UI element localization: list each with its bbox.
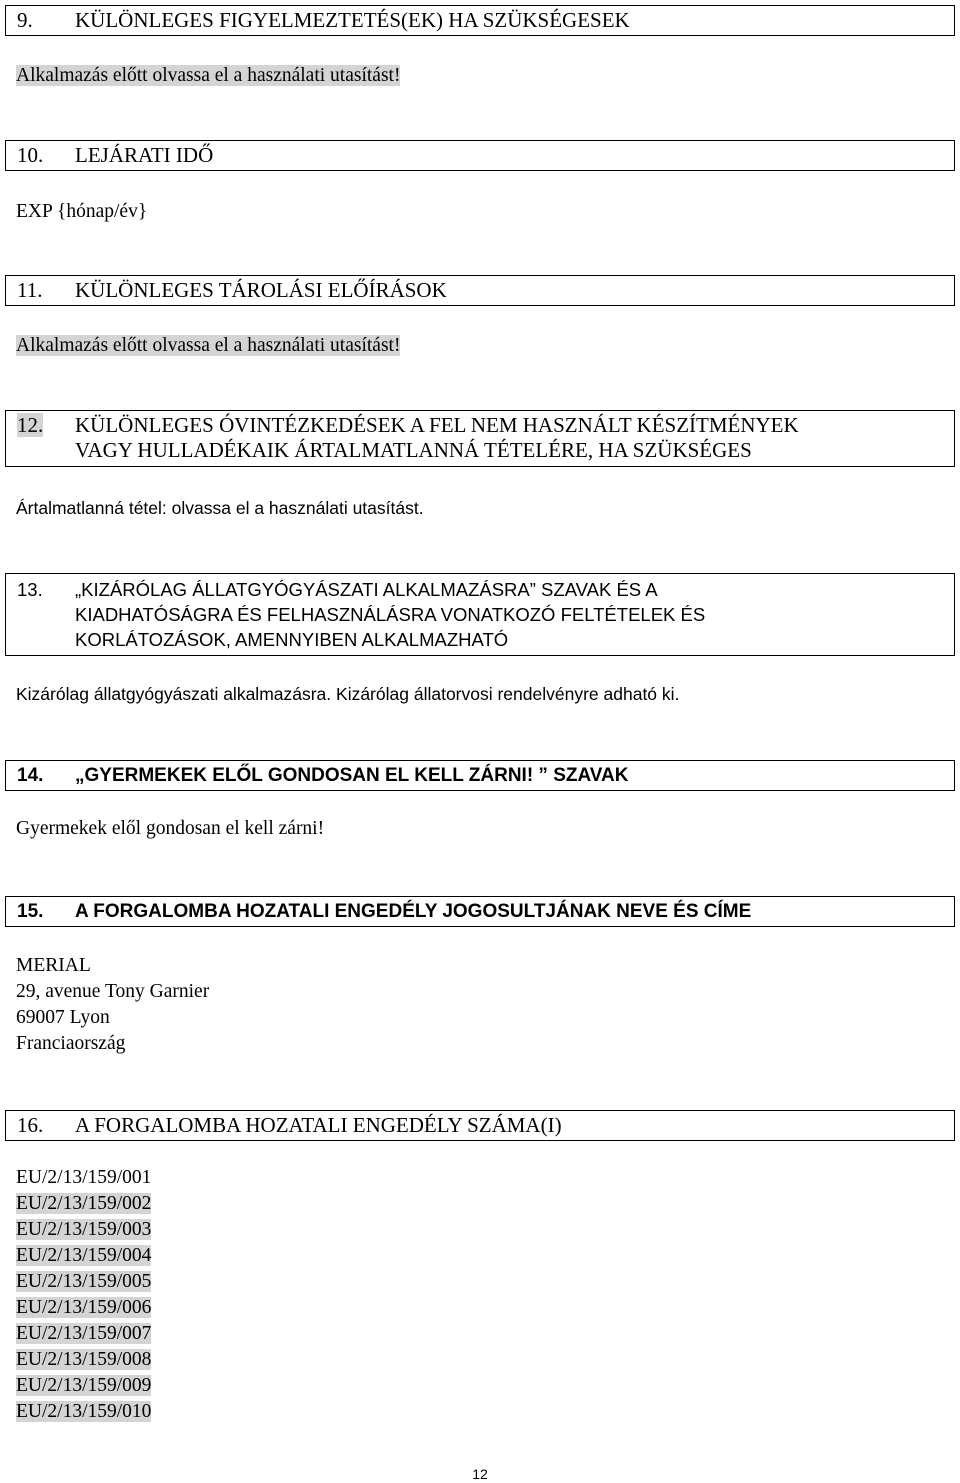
- section-9-heading: [5, 5, 955, 36]
- holder-address: [16, 953, 209, 1057]
- section-14-heading: [5, 760, 955, 791]
- section-9-body: Alkalmazás előtt olvassa el a használati utasítást!: [16, 65, 401, 86]
- section-15-heading: [5, 896, 955, 927]
- section-title: KÜLÖNLEGES FIGYELMEZTETÉS(EK) HA SZÜKSÉGESEK: [75, 8, 630, 32]
- section-title-line-3: KORLÁTOZÁSOK, AMENNYIBEN ALKALMAZHATÓ: [75, 629, 509, 650]
- section-title-line-1: KÜLÖNLEGES ÓVINTÉZKEDÉSEK A FEL NEM HASZNÁLT KÉSZÍTMÉNYEK: [75, 413, 799, 437]
- section-title: KÜLÖNLEGES TÁROLÁSI ELŐÍRÁSOK: [75, 278, 447, 302]
- section-number: 15.: [17, 901, 44, 922]
- holder-city: 69007 Lyon: [16, 1007, 110, 1028]
- section-11-body: Alkalmazás előtt olvassa el a használati utasítást!: [16, 335, 401, 356]
- section-number: 16.: [17, 1113, 44, 1137]
- section-13-body: Kizárólag állatgyógyászati alkalmazásra. Kizárólag állatorvosi rendelvényre adható ki.: [16, 684, 680, 704]
- section-number: 10.: [17, 143, 44, 167]
- holder-name: MERIAL: [16, 955, 91, 976]
- authorisation-numbers: [16, 1165, 151, 1425]
- section-title: A FORGALOMBA HOZATALI ENGEDÉLY JOGOSULTJÁNAK NEVE ÉS CÍME: [75, 901, 752, 922]
- section-number: 11.: [17, 278, 43, 302]
- authorisation-number: EU/2/13/159/006: [16, 1297, 152, 1318]
- holder-street: 29, avenue Tony Garnier: [16, 981, 210, 1002]
- section-title-line-2: KIADHATÓSÁGRA ÉS FELHASZNÁLÁSRA VONATKOZÓ FELTÉTELEK ÉS: [75, 604, 706, 625]
- section-title: A FORGALOMBA HOZATALI ENGEDÉLY SZÁMA(I): [75, 1113, 562, 1137]
- section-14-body: Gyermekek elől gondosan el kell zárni!: [16, 818, 325, 839]
- section-number: 13.: [17, 579, 43, 600]
- section-16-heading: [5, 1110, 955, 1141]
- section-10-body: EXP {hónap/év}: [16, 201, 148, 222]
- section-number: 14.: [17, 765, 44, 786]
- section-13-heading: [5, 573, 955, 656]
- authorisation-number: EU/2/13/159/010: [16, 1401, 152, 1422]
- section-10-heading: [5, 140, 955, 171]
- section-12-heading: [5, 410, 955, 467]
- section-title: „GYERMEKEK ELŐL GONDOSAN EL KELL ZÁRNI! ” SZAVAK: [75, 765, 629, 786]
- authorisation-number: EU/2/13/159/001: [16, 1167, 152, 1188]
- section-number: 12.: [17, 413, 44, 437]
- authorisation-number: EU/2/13/159/003: [16, 1219, 152, 1240]
- authorisation-number: EU/2/13/159/004: [16, 1245, 152, 1266]
- section-11-heading: [5, 275, 955, 306]
- section-title-line-1: „KIZÁRÓLAG ÁLLATGYÓGYÁSZATI ALKALMAZÁSRA” SZAVAK ÉS A: [75, 579, 658, 600]
- authorisation-number: EU/2/13/159/007: [16, 1323, 152, 1344]
- section-title-line-2: VAGY HULLADÉKAIK ÁRTALMATLANNÁ TÉTELÉRE, HA SZÜKSÉGES: [75, 438, 752, 462]
- authorisation-number: EU/2/13/159/009: [16, 1375, 152, 1396]
- authorisation-number: EU/2/13/159/008: [16, 1349, 152, 1370]
- authorisation-number: EU/2/13/159/005: [16, 1271, 152, 1292]
- section-12-body: Ártalmatlanná tétel: olvassa el a használati utasítást.: [16, 498, 424, 518]
- page-number: 12: [472, 1466, 488, 1482]
- section-title: LEJÁRATI IDŐ: [75, 143, 214, 167]
- holder-country: Franciaország: [16, 1033, 126, 1054]
- authorisation-number: EU/2/13/159/002: [16, 1193, 152, 1214]
- section-number: 9.: [17, 8, 33, 32]
